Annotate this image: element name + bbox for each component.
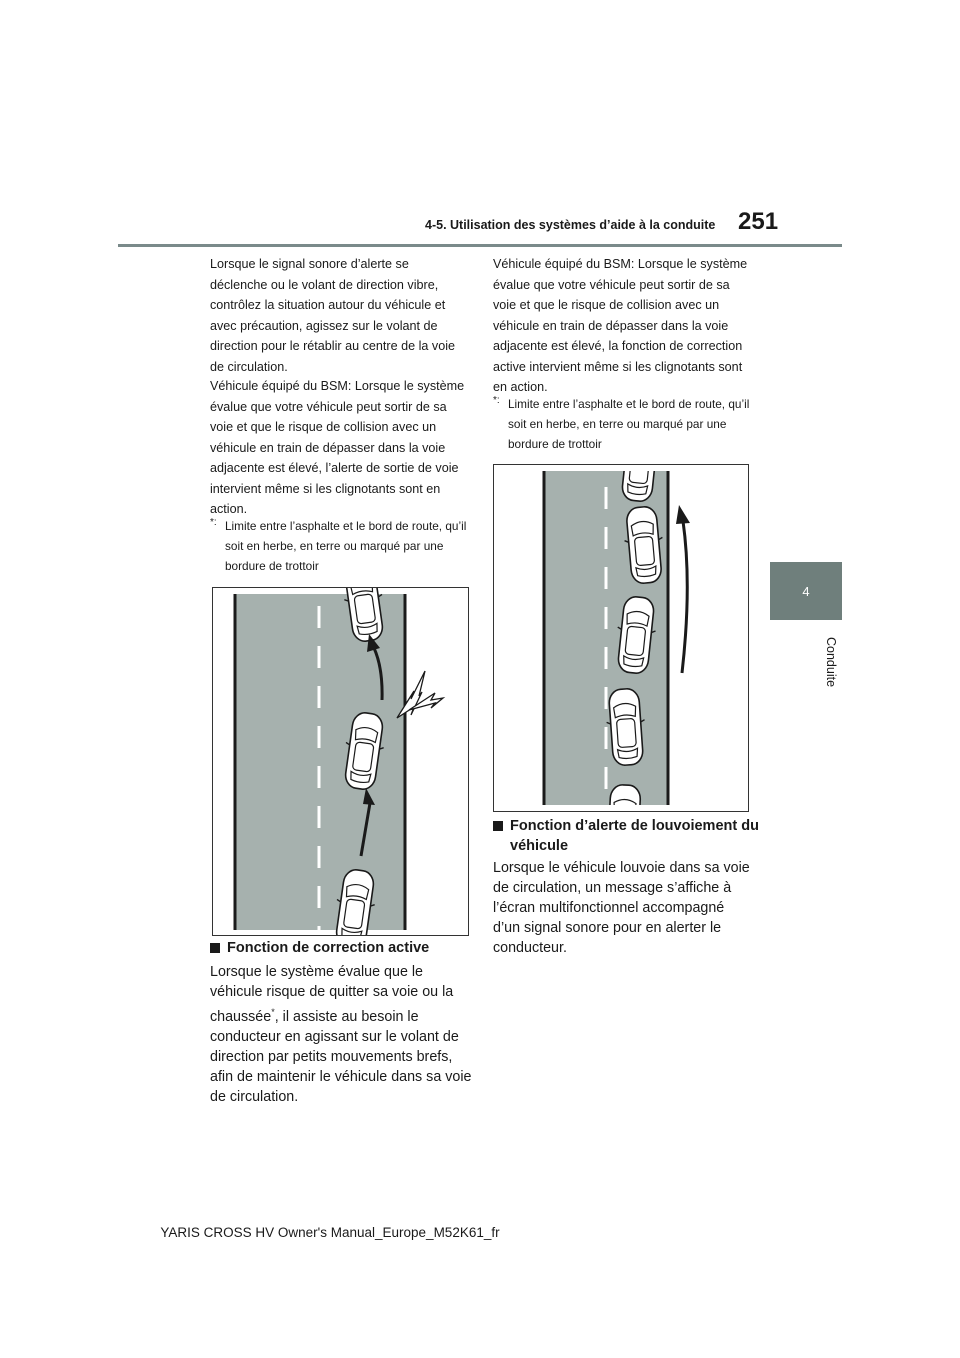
left-body bbox=[210, 962, 472, 1107]
chapter-label: Conduite bbox=[824, 636, 838, 688]
right-footnote bbox=[493, 394, 760, 454]
heading-bullet bbox=[493, 821, 503, 831]
left-footnote bbox=[210, 516, 471, 576]
heading-text: Fonction de correction active bbox=[227, 940, 430, 956]
left-paragraph-1: Lorsque le signal sonore d’alerte se déclenche ou le volant de direction vibre, contrôlez la situation autour du véhicule et avec précaution, agissez sur le volant de direction pour le rétablir au centre de la voie de circulation. bbox=[210, 257, 456, 374]
footnote-text: Limite entre l’asphalte et le bord de route, qu’il soit en herbe, en terre ou marqué par une bordure de trottoir bbox=[508, 397, 750, 451]
footnote-marker: *: bbox=[493, 395, 500, 406]
figure-active-correction bbox=[212, 587, 469, 936]
footer-text: YARIS CROSS HV Owner's Manual_Europe_M52K61_fr bbox=[160, 1225, 500, 1240]
heading-text: Fonction d’alerte de louvoiement du véhicule bbox=[510, 818, 759, 854]
section-title: 4-5. Utilisation des systèmes d’aide à la conduite bbox=[425, 218, 716, 232]
lane-correction-illustration bbox=[213, 588, 468, 935]
heading-sway-warning bbox=[493, 816, 772, 856]
chapter-number: 4 bbox=[802, 583, 810, 599]
right-body: Lorsque le véhicule louvoie dans sa voie de circulation, un message s’affiche à l’écran multifonctionnel accompagné d’un signal sonore pour en alerter le conducteur. bbox=[493, 860, 750, 956]
footnote-text: Limite entre l’asphalte et le bord de route, qu’il soit en herbe, en terre ou marqué par une bordure de trottoir bbox=[225, 519, 467, 573]
footer bbox=[0, 1225, 960, 1240]
footnote-marker: *: bbox=[210, 517, 217, 528]
right-paragraph-1: Véhicule équipé du BSM: Lorsque le système évalue que votre véhicule peut sortir de sa voie et que le risque de collision avec un véhicule en train de dépasser dans la voie adjacente est élevé, la fonction de correction active intervient même si les clignotants sont en action. bbox=[493, 257, 748, 394]
heading-bullet bbox=[210, 943, 220, 953]
page-number: 251 bbox=[738, 208, 779, 235]
left-paragraph-2: Véhicule équipé du BSM: Lorsque le système évalue que votre véhicule peut sortir de sa voie et que le risque de collision avec un véhicule en train de dépasser dans la voie adjacente est élevé, l’alerte de sortie de voie intervient même si les clignotants sont en action. bbox=[210, 379, 465, 516]
header-divider bbox=[118, 244, 842, 247]
body-text-continued: , il assiste au besoin le conducteur en agissant sur le volant de direction par petits mouvements brefs, afin de maintenir le véhicule dans sa voie de circulation. bbox=[210, 1008, 472, 1105]
footnote-ref: * bbox=[271, 1007, 275, 1017]
vehicle-sway-illustration bbox=[494, 465, 748, 811]
figure-sway-warning bbox=[493, 464, 749, 812]
chapter-tab[interactable] bbox=[770, 562, 842, 620]
body-text: Lorsque le système évalue que le véhicule risque de quitter sa voie ou la chaussée bbox=[210, 964, 454, 1025]
heading-active-correction bbox=[210, 938, 489, 958]
